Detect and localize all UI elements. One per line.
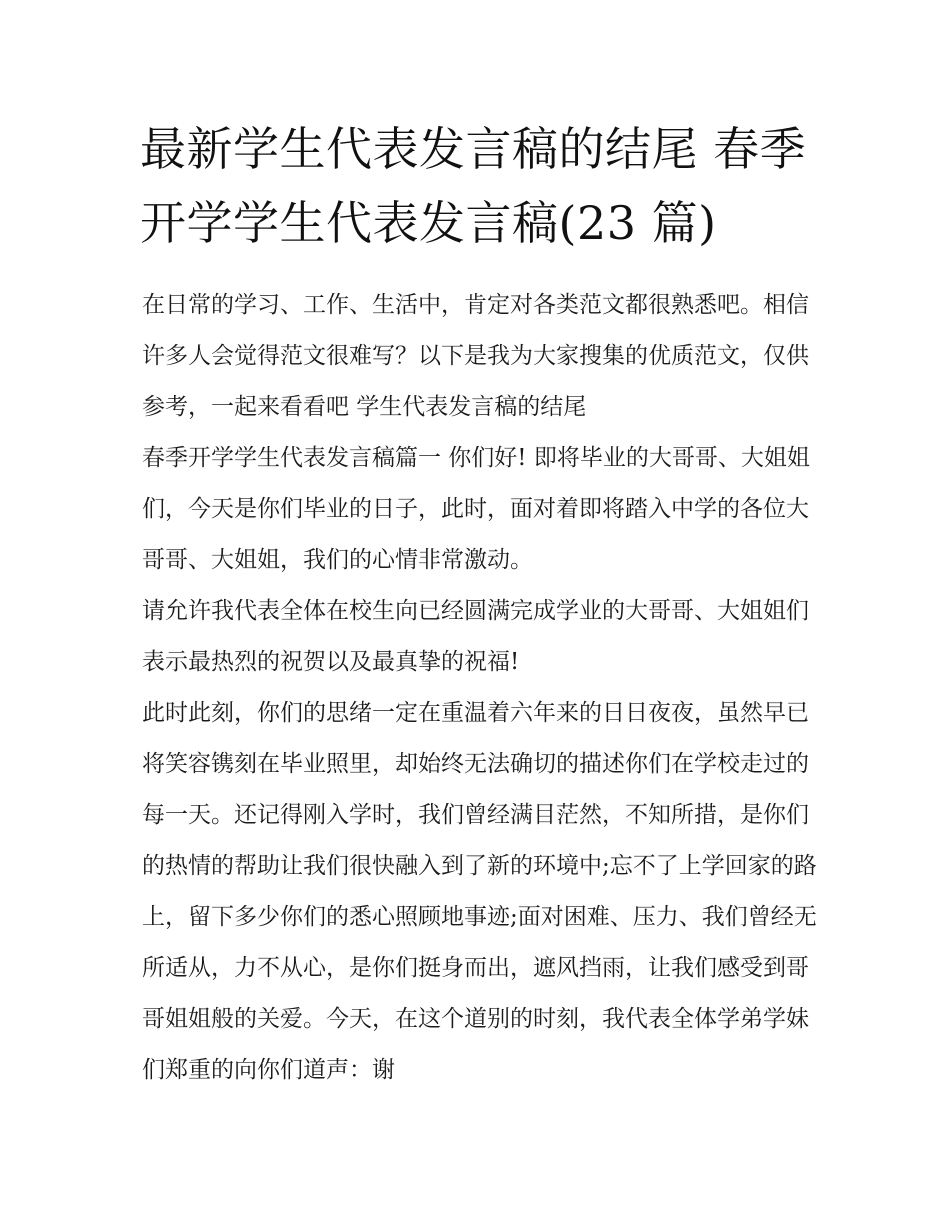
paragraph-intro: 在日常的学习、工作、生活中，肯定对各类范文都很熟悉吧。相信许多人会觉得范文很难写？以下是我为大家搜集的优质范文，仅供参考，一起来看看吧 学生代表发言稿的结尾 <box>142 292 809 420</box>
document-title: 最新学生代表发言稿的结尾 春季开学学生代表发言稿(23 篇) <box>140 122 807 250</box>
document-body <box>142 280 822 1096</box>
paragraph-speech-opening: 春季开学学生代表发言稿篇一 你们好! 即将毕业的大哥哥、大姐姐们，今天是你们毕业的日子，此时，面对着即将踏入中学的各位大哥哥、大姐姐，我们的心情非常激动。 <box>142 445 810 573</box>
paragraph-memories: 此时此刻，你们的思绪一定在重温着六年来的日日夜夜，虽然早已将笑容镌刻在毕业照里，却始终无法确切的描述你们在学校走过的每一天。还记得刚入学时，我们曾经满目茫然，不知所措，是你们的热情的帮助让我们很快融入到了新的环境中;忘不了上学回家的路上，留下多少你们的悉心照顾地事迹;面对困难、压力、我们曾经无所适从，力不从心，是你们挺身而出，遮风挡雨，让我们感受到哥哥姐姐般的关爱。今天，在这个道别的时刻，我代表全体学弟学妹们郑重的向你们道声：谢 <box>142 700 817 1083</box>
paragraph-congratulations: 请允许我代表全体在校生向已经圆满完成学业的大哥哥、大姐姐们表示最热烈的祝贺以及最真挚的祝福! <box>142 598 809 675</box>
